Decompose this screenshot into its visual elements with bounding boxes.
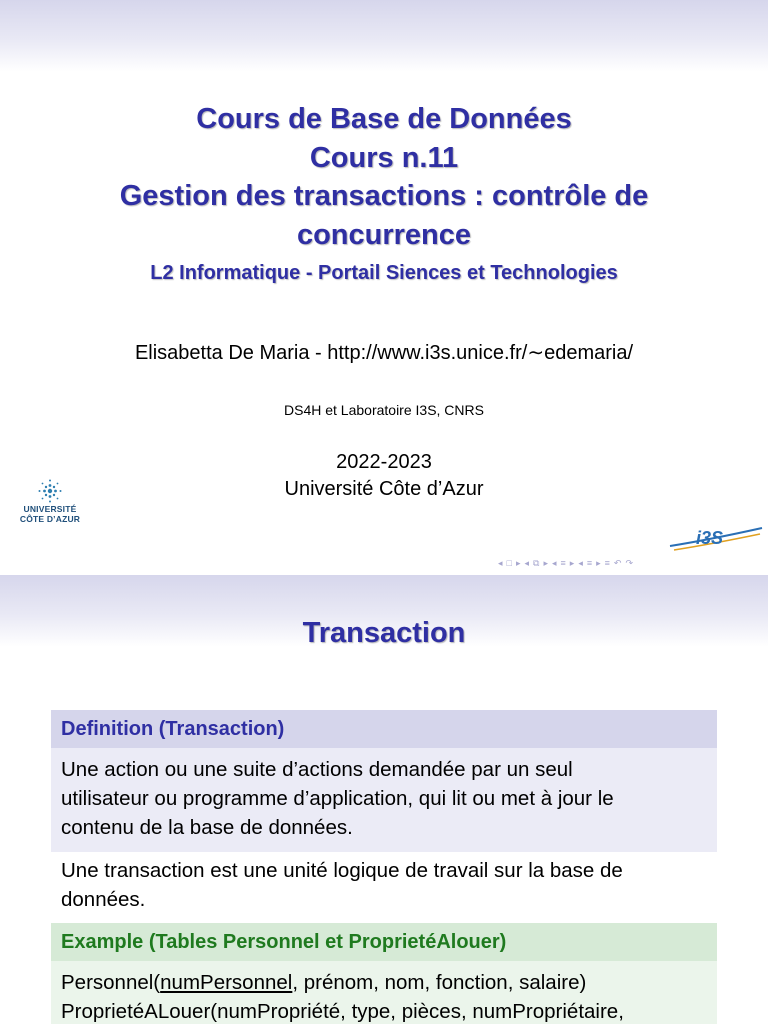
primary-key: numPersonnel: [160, 971, 293, 994]
definition-title: Definition (Transaction): [51, 710, 717, 748]
example-body: [51, 961, 717, 1024]
title-line: Cours de Base de Données: [196, 103, 572, 135]
example-block: [51, 923, 717, 1024]
nav-section-icon[interactable]: ≡: [560, 558, 566, 568]
nav-left-arrow-icon[interactable]: ◂: [552, 558, 557, 568]
university-name: Université Côte d’Azur: [284, 478, 484, 500]
nav-right-arrow-icon[interactable]: ▸: [515, 558, 521, 568]
paragraph-line: Une transaction est une unité logique de travail sur la base de: [61, 859, 623, 882]
title-line: concurrence: [296, 218, 472, 251]
subtitle: L2 Informatique - Portail Siences et Technologies: [150, 262, 618, 284]
universite-cote-azur-logo: [10, 478, 90, 538]
definition-line: contenu de la base de données.: [61, 816, 353, 839]
paragraph-line: données.: [61, 888, 146, 911]
nav-subsection-icon[interactable]: ⧉: [533, 558, 540, 568]
nav-right-arrow-icon[interactable]: ▸: [569, 558, 575, 568]
example-line: ProprietéALouer(numPropriété, type, pièces, numPropriétaire,: [61, 1000, 624, 1023]
nav-align-icon[interactable]: ≡: [604, 558, 610, 568]
schema-name: Personnel(: [61, 971, 161, 994]
example-line: [61, 968, 707, 997]
author-line: Elisabetta De Maria - http://www.i3s.unice.fr/∼edemaria/: [134, 342, 634, 364]
header-gradient-bar: [0, 0, 768, 72]
nav-document-icon[interactable]: ≡: [586, 558, 593, 568]
uca-dots-icon: [37, 478, 63, 504]
definition-line: utilisateur ou programme d’application, qui lit ou met à jour le: [61, 787, 614, 810]
definition-body: [51, 748, 717, 852]
body-paragraph: [61, 856, 721, 914]
academic-year: 2022-2023: [336, 451, 432, 473]
nav-frame-icon[interactable]: □: [506, 558, 512, 568]
nav-left-arrow-icon[interactable]: ◂: [498, 558, 503, 568]
transaction-slide: [0, 575, 768, 1024]
definition-line: Une action ou une suite d’actions demandée par un seul: [61, 758, 573, 781]
nav-left-arrow-icon[interactable]: ◂: [578, 558, 583, 568]
i3s-logo: [668, 522, 764, 556]
beamer-navigation-bar[interactable]: [498, 556, 764, 570]
title-block: [0, 100, 768, 286]
uca-logo-line: UNIVERSITÉ: [23, 504, 77, 514]
schema-attributes: , prénom, nom, fonction, salaire): [292, 971, 587, 994]
i3s-logo-text: i3S: [696, 528, 724, 548]
nav-right-arrow-icon[interactable]: ▸: [596, 558, 601, 568]
definition-block: [51, 710, 717, 852]
nav-redo-icon[interactable]: ↷: [625, 558, 634, 568]
title-line: Gestion des transactions : contrôle de: [119, 180, 649, 212]
nav-left-arrow-icon[interactable]: ◂: [524, 558, 530, 568]
title-line: Cours n.11: [309, 141, 459, 174]
example-title: Example (Tables Personnel et ProprietéAlouer): [51, 923, 717, 961]
nav-undo-icon[interactable]: ↶: [613, 558, 622, 568]
nav-right-arrow-icon[interactable]: ▸: [543, 558, 548, 568]
date-block: [0, 449, 768, 503]
institute-line: DS4H et Laboratoire I3S, CNRS: [284, 402, 484, 418]
uca-logo-line: CÔTE D’AZUR: [19, 514, 81, 524]
frame-title: Transaction: [302, 617, 466, 649]
